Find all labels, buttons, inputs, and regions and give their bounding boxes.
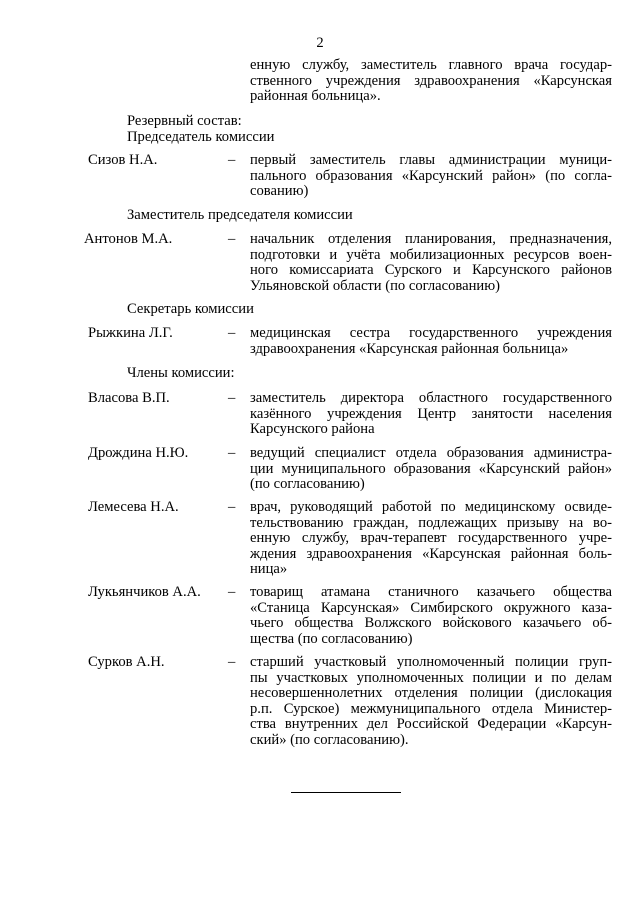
text-line: щества (по согласованию) — [250, 630, 413, 647]
member-position — [250, 153, 612, 200]
member-position — [250, 500, 612, 578]
member-name: Рыжкина Л.Г. — [88, 325, 173, 341]
reserve-heading: Резервный состав: — [127, 113, 242, 129]
member-position — [250, 326, 612, 357]
chairman-heading: Председатель комиссии — [127, 129, 275, 145]
dash-separator: – — [228, 231, 236, 247]
text-line: ский» (по согласованию). — [250, 731, 409, 748]
dash-separator: – — [228, 584, 236, 600]
text-line: начальник отделения планирования, предназначения, — [250, 231, 612, 247]
closing-rule — [291, 792, 401, 793]
text-line: ства внутренних дел Российской Федерации «Карсун- — [250, 716, 612, 733]
member-name: Власова В.П. — [88, 390, 170, 406]
text-line: тельствованию граждан, подлежащих призыву на во- — [250, 514, 612, 531]
text-line: казённого учреждения Центр занятости населения — [250, 405, 612, 422]
text-line: сованию) — [250, 183, 309, 200]
dash-separator: – — [228, 152, 236, 168]
member-name: Сурков А.Н. — [88, 654, 165, 670]
member-name: Сизов Н.А. — [88, 152, 158, 168]
dash-separator: – — [228, 499, 236, 515]
member-name: Антонов М.А. — [84, 231, 173, 247]
text-line: р.п. Сурское) межмуниципального отдела Министер- — [250, 700, 612, 717]
text-line: старший участковый уполномоченный полиции груп- — [250, 654, 612, 670]
text-line: заместитель директора областного государственного — [250, 390, 612, 406]
member-position — [250, 655, 612, 749]
text-line: медицинская сестра государственного учреждения — [250, 325, 612, 341]
text-line: ственного учреждения здравоохранения «Карсунская — [250, 72, 612, 89]
member-position — [250, 446, 612, 493]
text-line: Карсунского района — [250, 421, 375, 438]
text-line: товарищ атамана станичного казачьего общества — [250, 584, 612, 600]
dash-separator: – — [228, 654, 236, 670]
text-line: несовершеннолетних отделения полиции (дислокация — [250, 685, 612, 702]
text-line: пального образования «Карсунский район» (по согла- — [250, 167, 612, 184]
page-number: 2 — [316, 35, 324, 51]
text-line: первый заместитель главы администрации муници- — [250, 152, 612, 168]
text-line: врач, руководящий работой по медицинскому освиде- — [250, 499, 612, 515]
text-line: пы участковых уполномоченных полиции и по делам — [250, 669, 612, 686]
member-name: Дрождина Н.Ю. — [88, 445, 189, 461]
member-position — [250, 391, 612, 438]
deputy-heading: Заместитель председателя комиссии — [127, 207, 353, 223]
text-line: здравоохранения «Карсунская районная больница» — [250, 340, 569, 357]
text-line: ница» — [250, 561, 288, 578]
text-line: районная больница». — [250, 88, 381, 105]
text-line: ждения здравоохранения «Карсунская районная боль- — [250, 545, 612, 562]
text-line: ции муниципального образования «Карсунский район» — [250, 460, 612, 477]
dash-separator: – — [228, 445, 236, 461]
continuation-text — [250, 58, 612, 105]
text-line: ведущий специалист отдела образования администра- — [250, 445, 612, 461]
text-line: «Станица Карсунская» Симбирского окружного каза- — [250, 599, 612, 616]
text-line: енную службу, врач-терапевт государственного учре- — [250, 530, 612, 547]
member-name: Лемесева Н.А. — [88, 499, 179, 515]
text-line: ного комиссариата Сурского и Карсунского районов — [250, 262, 612, 279]
text-line: (по согласованию) — [250, 476, 365, 493]
text-line: чьего общества Волжского войскового казачьего об- — [250, 615, 612, 632]
secretary-heading: Секретарь комиссии — [127, 301, 254, 317]
dash-separator: – — [228, 390, 236, 406]
members-heading: Члены комиссии: — [127, 365, 235, 381]
member-position — [250, 232, 612, 294]
member-position — [250, 585, 612, 647]
member-name: Лукьянчиков А.А. — [88, 584, 201, 600]
dash-separator: – — [228, 325, 236, 341]
text-line: енную службу, заместитель главного врача государ- — [250, 57, 612, 73]
text-line: Ульяновской области (по согласованию) — [250, 277, 500, 294]
text-line: подготовки и учёта мобилизационных ресурсов воен- — [250, 246, 612, 263]
